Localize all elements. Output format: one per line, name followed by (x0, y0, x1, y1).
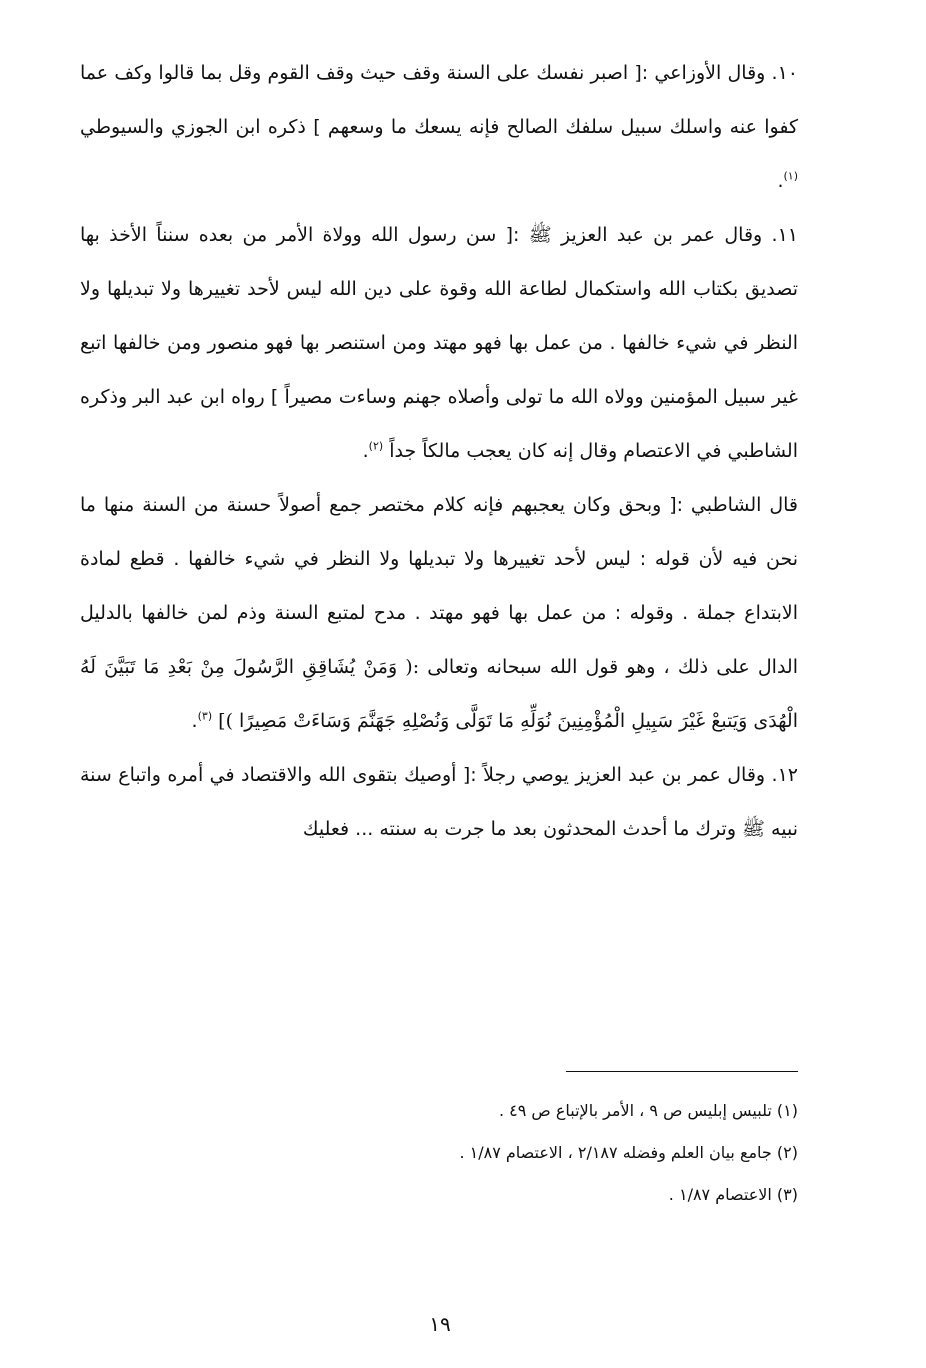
paragraph-shatibi-end: . (191, 710, 198, 732)
page-body (80, 46, 798, 856)
quran-verse: :( وَمَنْ يُشَاقِقِ الرَّسُولَ مِنْ بَعْدِ مَا تَبَيَّنَ لَهُ الْهُدَى وَيَتبعْ غَيْرَ سَبِيلِ الْمُؤْمِنِينَ نُوَلِّهِ مَا تَوَلَّى وَنُصْلِهِ جَهَنَّمَ وَسَاءَتْ مَصِيرًا )] (80, 656, 798, 732)
paragraph-shatibi-text: قال الشاطبي :[ وبحق وكان يعجبهم فإنه كلام مختصر جمع أصولاً حسنة من السنة منها ما نحن فيه لأن قوله : ليس لأحد تغييرها ولا تبديلها ولا النظر في شيء خالفها . قطع لمادة الابتداع جملة . وقوله : من عمل بها فهو مهتد . مدح لمتبع السنة وذم لمن خالفها بالدليل الدال على ذلك ، وهو قول الله سبحانه وتعالى (80, 494, 798, 678)
paragraph-12 (80, 748, 798, 856)
footnote-1: (١) تلبيس إبليس ص ٩ ، الأمر بالإتباع ص ٤٩ . (498, 1101, 798, 1120)
paragraph-11-text: ١١. وقال عمر بن عبد العزيز ﷺ :[ سن رسول الله وولاة الأمر من بعده سنناً الأخذ بها تصديق بكتاب الله واستكمال لطاعة الله وقوة على دين الله ليس لأحد تغييرها ولا تبديلها ولا النظر في شيء خالفها . من عمل بها فهو مهتد ومن استنصر بها فهو منصور ومن خالفها اتبع غير سبيل المؤمنين وولاه الله ما تولى وأصلاه جهنم وساءت مصيراً ] رواه ابن عبد البر وذكره الشاطبي في الاعتصام وقال إنه كان يعجب مالكاً جداً (80, 224, 798, 462)
footnote-ref-1[interactable]: (١) (783, 169, 798, 183)
footnotes (80, 1090, 798, 1216)
paragraph-11-end: . (362, 440, 369, 462)
paragraph-shatibi (80, 478, 798, 748)
page-number: ١٩ (429, 1312, 451, 1336)
paragraph-10-end: . (777, 170, 784, 192)
paragraph-10 (80, 46, 798, 208)
footnote-2: (٢) جامع بيان العلم وفضله ٢/١٨٧ ، الاعتصام ١/٨٧ . (459, 1143, 798, 1162)
footnote-ref-2[interactable]: (٢) (368, 439, 384, 453)
footnote-ref-3[interactable]: (٣) (197, 709, 213, 723)
footnote-divider (566, 1071, 798, 1072)
paragraph-12-text: ١٢. وقال عمر بن عبد العزيز يوصي رجلاً :[ أوصيك بتقوى الله والاقتصاد في أمره واتباع سنة نبيه ﷺ وترك ما أحدث المحدثون بعد ما جرت به سنته ... فعليك (80, 764, 798, 840)
footnote-3: (٣) الاعتصام ١/٨٧ . (668, 1185, 798, 1204)
paragraph-10-text: ١٠. وقال الأوزاعي :[ اصبر نفسك على السنة وقف حيث وقف القوم وقل بما قالوا وكف عما كفوا عنه واسلك سبيل سلفك الصالح فإنه يسعك ما وسعهم ] ذكره ابن الجوزي والسيوطي (80, 62, 798, 138)
paragraph-11 (80, 208, 798, 478)
